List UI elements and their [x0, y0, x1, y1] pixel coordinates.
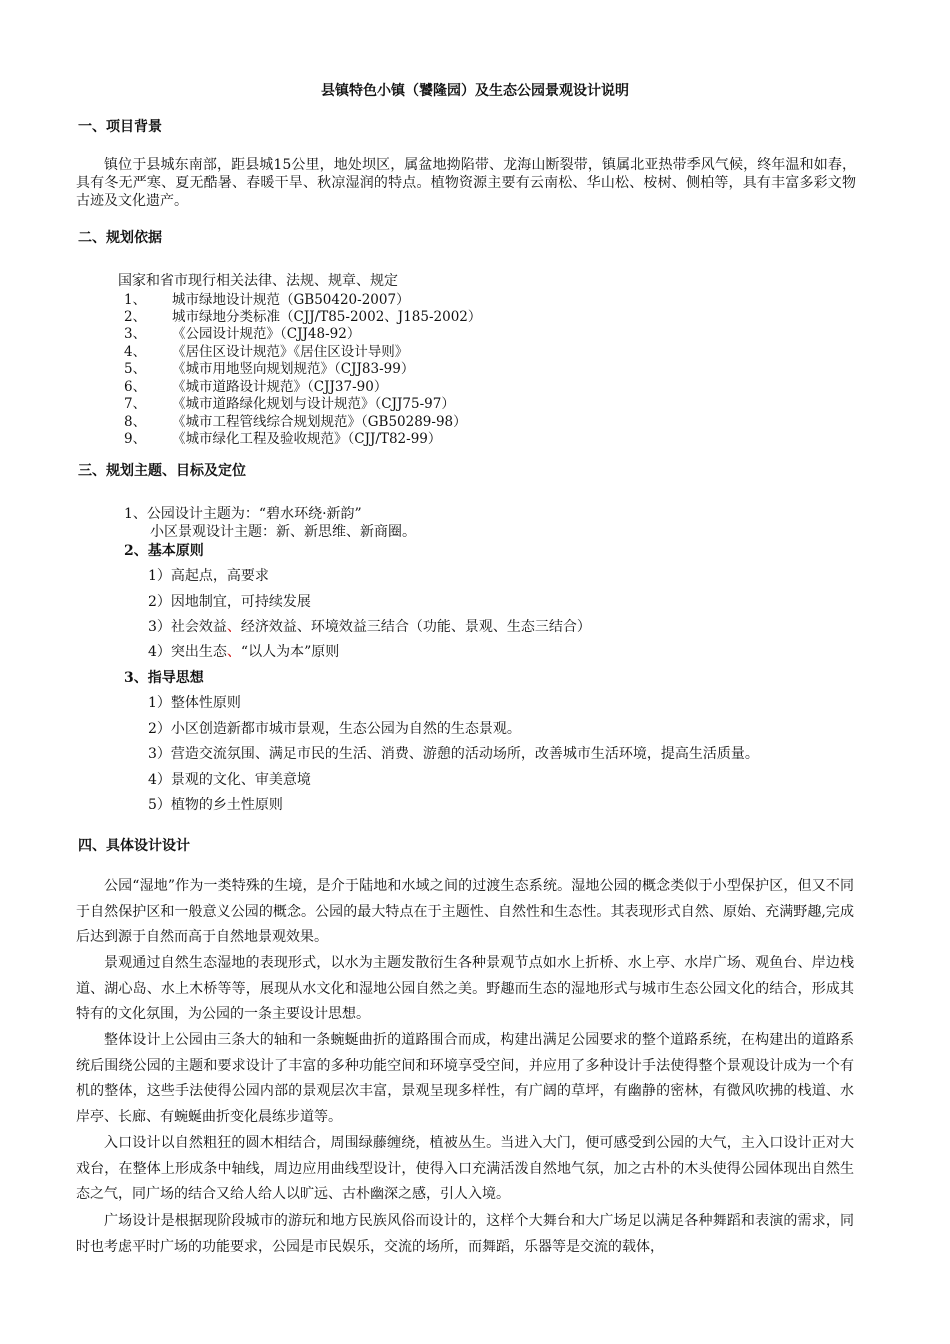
red-separator: 、	[226, 644, 241, 660]
reference-item	[124, 288, 724, 308]
reference-number: 9、	[124, 431, 147, 447]
guide-item: 2）小区创造新都市城市景观，生态公园为自然的生态景观。	[148, 721, 521, 737]
reference-item	[124, 410, 724, 430]
section-heading-background: 一、项目背景	[78, 119, 162, 135]
reference-text: 城市绿地设计规范（GB50420-2007）	[172, 292, 410, 308]
reference-item	[124, 322, 724, 342]
section-heading-design: 四、具体设计设计	[78, 838, 190, 854]
reference-text: 《居住区设计规范》《居住区设计导则》	[172, 344, 409, 360]
reference-item	[124, 392, 724, 412]
design-paragraph: 入口设计以自然粗狂的圆木相结合，周围绿藤缠绕，植被丛生。当进入大门，便可感受到公园的大气，主入口设计正对大戏台，在整体上形成条中轴线，周边应用曲线型设计，使得入口充满活泼自然地气氛，加之古朴的木头使得公园体现出自然生态之气，同广场的结合又给人给人以旷远、古朴幽深之感，引人入境。	[76, 1135, 854, 1203]
section-heading-basis: 二、规划依据	[78, 230, 162, 246]
subheading-basic-principles: 2、基本原则	[124, 543, 204, 559]
principle-item	[148, 641, 339, 661]
principle-item	[148, 591, 311, 611]
design-paragraph: 整体设计上公园由三条大的轴和一条蜿蜒曲折的道路围合而成，构建出满足公园要求的整个道路系统，在构建出的道路系统后围绕公园的主题和要求设计了丰富的多种功能空间和环境享受空间，并应用了多种设计手法使得整个景观设计成为一个有机的整体，这些手法使得公园内部的景观层次丰富，景观呈现多样性，有广阔的草坪，有幽静的密林，有微风吹拂的栈道、水岸亭、长廊、有蜿蜒曲折变化晨练步道等。	[76, 1032, 854, 1125]
subheading-guiding-ideas: 3、指导思想	[124, 670, 204, 686]
reference-number: 8、	[124, 414, 147, 430]
section-heading-theme: 三、规划主题、目标及定位	[78, 463, 246, 479]
reference-text: 城市绿地分类标准（CJJ/T85-2002、J185-2002）	[172, 309, 482, 325]
reference-number: 2、	[124, 309, 147, 325]
reference-text: 《城市道路绿化规划与设计规范》（CJJ75-97）	[172, 396, 455, 412]
paragraph-background: 镇位于县城东南部，距县城15公里，地处坝区，属盆地拗陷带、龙海山断裂带，镇属北亚热带季风气候，终年温和如春，具有冬无严寒、夏无酷暑、春暖干旱、秋凉湿润的特点。植物资源主要有云南松、华山松、桉树、侧柏等，具有丰富多彩文物古迹及文化遗产。	[76, 157, 856, 209]
guide-item: 4）景观的文化、审美意境	[148, 772, 311, 788]
principle-item	[148, 616, 591, 636]
reference-item	[124, 357, 724, 377]
design-paragraph: 景观通过自然生态湿地的表现形式，以水为主题发散衍生各种景观节点如水上折桥、水上亭、水岸广场、观鱼台、岸边栈道、湖心岛、水上木桥等等，展现从水文化和湿地公园自然之美。野趣而生态的湿地形式与城市生态公园文化的结合，形成其特有的文化氛围，为公园的一条主要设计思想。	[76, 955, 854, 1023]
reference-text: 《城市用地竖向规划规范》（CJJ83-99）	[172, 361, 415, 377]
reference-item	[124, 340, 724, 360]
principle-text: 3）社会效益	[148, 619, 227, 635]
reference-number: 7、	[124, 396, 147, 412]
principle-text: 2）因地制宜，可持续发展	[148, 594, 311, 610]
guide-item: 5）植物的乡土性原则	[148, 797, 283, 813]
design-paragraph: 公园“湿地”作为一类特殊的生境，是介于陆地和水域之间的过渡生态系统。湿地公园的概念类似于小型保护区，但又不同于自然保护区和一般意义公园的概念。公园的最大特点在于主题性、自然性和生态性。其表现形式自然、原始、充满野趣,完成后达到源于自然而高于自然地景观效果。	[76, 878, 854, 946]
reference-item	[124, 427, 724, 447]
reference-text: 《城市工程管线综合规划规范》（GB50289-98）	[172, 414, 467, 430]
reference-text: 《公园设计规范》（CJJ48-92）	[172, 326, 361, 342]
reference-number: 1、	[124, 292, 147, 308]
document-title: 县镇特色小镇（饕隆园）及生态公园景观设计说明	[321, 83, 629, 99]
guide-item: 3）营造交流氛围、满足市民的生活、消费、游憩的活动场所，改善城市生活环境，提高生活质量。	[148, 746, 759, 762]
residential-theme: 小区景观设计主题：新、新思维、新商圈。	[150, 524, 416, 540]
principle-text: 4）突出生态	[148, 644, 227, 660]
design-paragraph: 广场设计是根据现阶段城市的游玩和地方民族风俗而设计的，这样个大舞台和大广场足以满足各种舞蹈和表演的需求，同时也考虑平时广场的功能要求，公园是市民娱乐，交流的场所，而舞蹈，乐器等是交流的载体，	[76, 1213, 854, 1255]
reference-number: 5、	[124, 361, 147, 377]
principle-text-rest: 经济效益、环境效益三结合（功能、景观、生态三结合）	[240, 619, 591, 635]
reference-number: 3、	[124, 326, 147, 342]
reference-text: 《城市绿化工程及验收规范》（CJJ/T82-99）	[172, 431, 442, 447]
guide-item: 1）整体性原则	[148, 695, 241, 711]
principle-text-rest: “以人为本”原则	[240, 644, 340, 660]
red-separator: 、	[226, 619, 241, 635]
reference-number: 6、	[124, 379, 147, 395]
principle-item	[148, 565, 269, 585]
basis-intro: 国家和省市现行相关法律、法规、规章、规定	[118, 273, 398, 289]
principle-text: 1）高起点，高要求	[148, 568, 269, 584]
reference-item	[124, 375, 724, 395]
reference-text: 《城市道路设计规范》（CJJ37-90）	[172, 379, 388, 395]
park-theme: 1、公园设计主题为：“碧水环绕·新韵”	[124, 506, 362, 522]
reference-number: 4、	[124, 344, 147, 360]
reference-item	[124, 305, 724, 325]
